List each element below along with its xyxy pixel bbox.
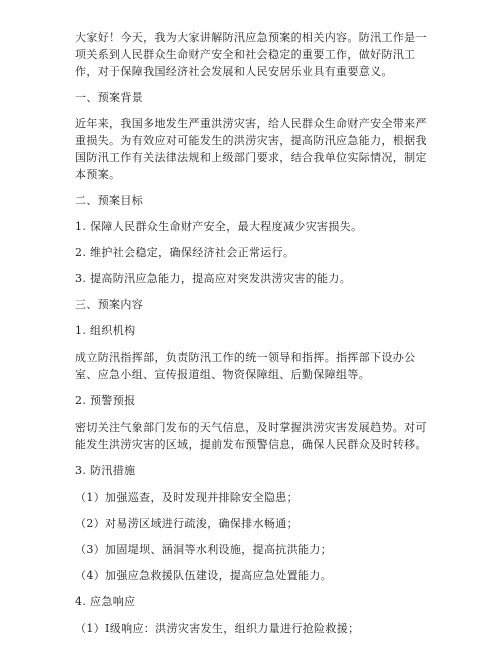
organization-paragraph: 成立防汛指挥部，负责防汛工作的统一领导和指挥。指挥部下设办公室、应急小组、宣传报道组、物资保障组、后勤保障组等。 bbox=[75, 351, 416, 381]
subheading-measures: 3. 防汛措施 bbox=[75, 464, 136, 477]
section-heading-background: 一、预案背景 bbox=[75, 91, 144, 104]
section-heading-goals: 二、预案目标 bbox=[75, 194, 144, 207]
subheading-warning: 2. 预警预报 bbox=[75, 394, 136, 407]
goal-item: 3. 提高防汛应急能力，提高应对突发洪涝灾害的能力。 bbox=[75, 272, 352, 285]
intro-paragraph: 大家好！今天，我为大家讲解防汛应急预案的相关内容。防汛工作是一项关系到人民群众生命财产安全和社会稳定的重要工作，做好防汛工作，对于保障我国经济社会发展和人民安居乐业具有重要意义。 bbox=[75, 31, 427, 78]
warning-paragraph: 密切关注气象部门发布的天气信息，及时掌握洪涝灾害发展趋势。对可能发生洪涝灾害的区域，提前发布预警信息，确保人民群众及时转移。 bbox=[75, 421, 427, 451]
measure-item: （4）加强应急救援队伍建设，提高应急处置能力。 bbox=[75, 569, 333, 582]
document-body bbox=[75, 29, 437, 646]
measure-item: （2）对易涝区域进行疏浚，确保排水畅通； bbox=[75, 517, 298, 530]
background-paragraph: 近年来，我国多地发生严重洪涝灾害，给人民群众生命财产安全带来严重损失。为有效应对可能发生的洪涝灾害，提高防汛应急能力，根据我国防汛工作有关法律法规和上级部门要求，结合我单位实际情况，制定本预案。 bbox=[75, 117, 427, 181]
subheading-response: 4. 应急响应 bbox=[75, 595, 136, 608]
measure-item: （3）加固堤坝、涵洞等水利设施，提高抗洪能力； bbox=[75, 543, 333, 556]
response-item: （1）Ⅰ级响应：洪涝灾害发生，组织力量进行抢险救援； bbox=[75, 622, 360, 635]
goal-item: 1. 保障人民群众生命财产安全，最大程度减少灾害损失。 bbox=[75, 220, 363, 233]
section-heading-content: 三、预案内容 bbox=[75, 298, 144, 311]
subheading-organization: 1. 组织机构 bbox=[75, 324, 136, 337]
measure-item: （1）加强巡查，及时发现并排除安全隐患； bbox=[75, 491, 298, 504]
goal-item: 2. 维护社会稳定，确保经济社会正常运行。 bbox=[75, 246, 295, 259]
